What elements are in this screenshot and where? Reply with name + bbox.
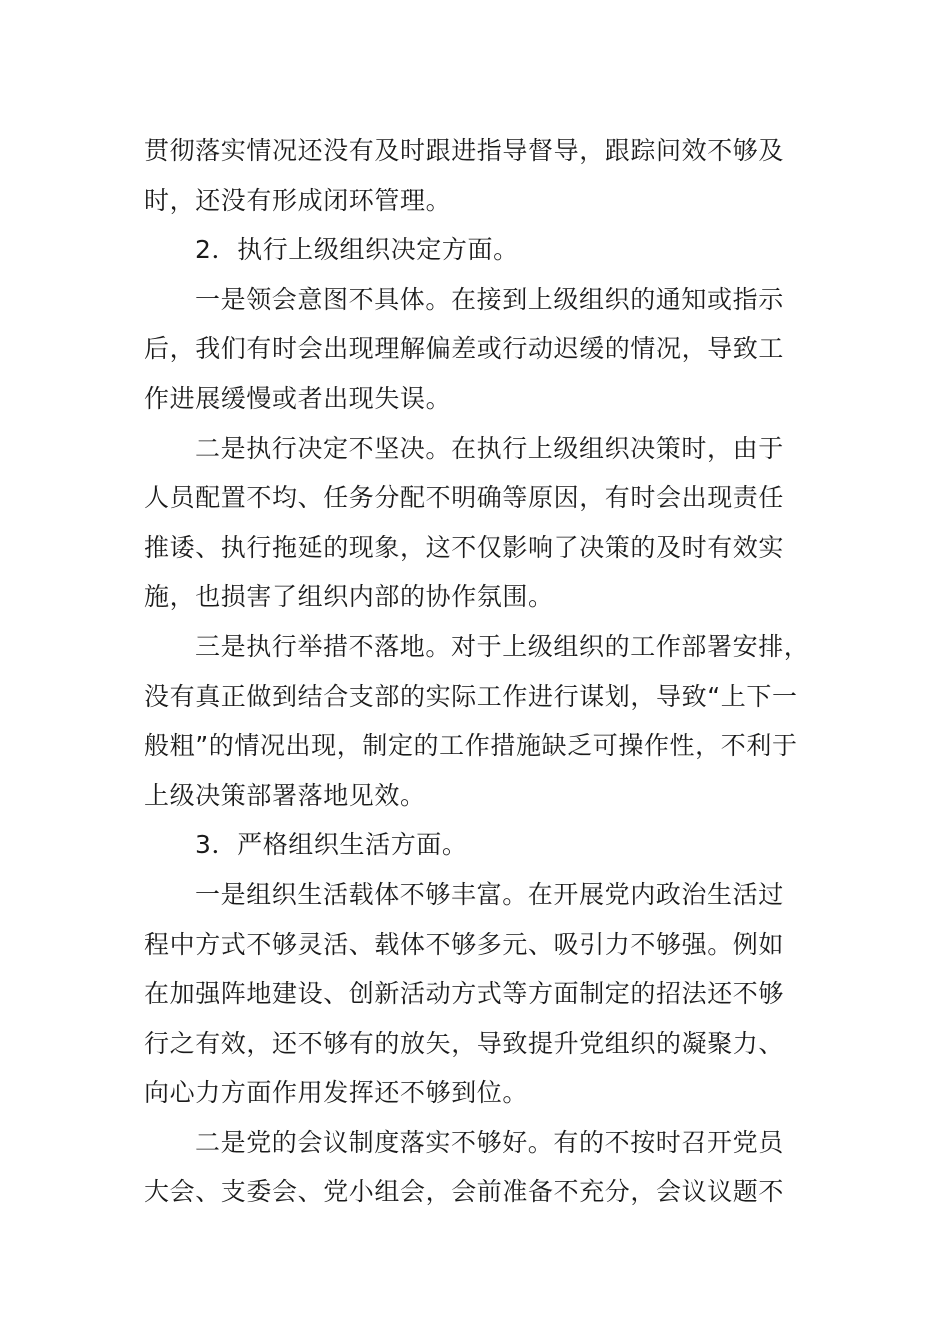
- text-line: 三是执行举措不落地。对于上级组织的工作部署安排，: [195, 631, 810, 661]
- text-line: 人员配置不均、任务分配不明确等原因，有时会出现责任: [144, 483, 785, 513]
- paragraph: [144, 820, 834, 870]
- text-line: 后，我们有时会出现理解偏差或行动迟缓的情况，导致工: [144, 334, 785, 364]
- text-line: 程中方式不够灵活、载体不够多元、吸引力不够强。例如: [144, 929, 785, 959]
- document-body: [144, 126, 834, 1217]
- paragraph: [144, 424, 834, 622]
- paragraph: [144, 126, 834, 225]
- text-line: 推诿、执行拖延的现象，这不仅影响了决策的及时有效实: [144, 532, 785, 562]
- text-line: 向心力方面作用发挥还不够到位。: [144, 1078, 529, 1108]
- text-line: 时，还没有形成闭环管理。: [144, 185, 452, 215]
- paragraph: [144, 275, 834, 424]
- text-line: 2．执行上级组织决定方面。: [195, 235, 519, 265]
- text-line: 行之有效，还不够有的放矢，导致提升党组织的凝聚力、: [144, 1028, 785, 1058]
- paragraph: [144, 622, 834, 820]
- text-line: 作进展缓慢或者出现失误。: [144, 383, 452, 413]
- text-line: 施，也损害了组织内部的协作氛围。: [144, 582, 554, 612]
- text-line: 贯彻落实情况还没有及时跟进指导督导，跟踪问效不够及: [144, 136, 785, 165]
- paragraph: [144, 1118, 834, 1217]
- text-line: 在加强阵地建设、创新活动方式等方面制定的招法还不够: [144, 979, 785, 1009]
- paragraph: [144, 870, 834, 1118]
- text-line: 一是组织生活载体不够丰富。在开展党内政治生活过: [195, 879, 784, 909]
- text-line: 没有真正做到结合支部的实际工作进行谋划，导致“上下一: [144, 681, 798, 711]
- text-line: 二是执行决定不坚决。在执行上级组织决策时，由于: [195, 433, 784, 463]
- text-line: 大会、支委会、党小组会，会前准备不充分，会议议题不: [144, 1177, 785, 1207]
- text-line: 一是领会意图不具体。在接到上级组织的通知或指示: [195, 284, 784, 314]
- text-line: 二是党的会议制度落实不够好。有的不按时召开党员: [195, 1127, 784, 1157]
- text-line: 3．严格组织生活方面。: [195, 830, 468, 860]
- text-line: 上级决策部署落地见效。: [144, 780, 426, 810]
- paragraph: [144, 225, 834, 275]
- text-line: 般粗”的情况出现，制定的工作措施缺乏可操作性，不利于: [144, 731, 798, 761]
